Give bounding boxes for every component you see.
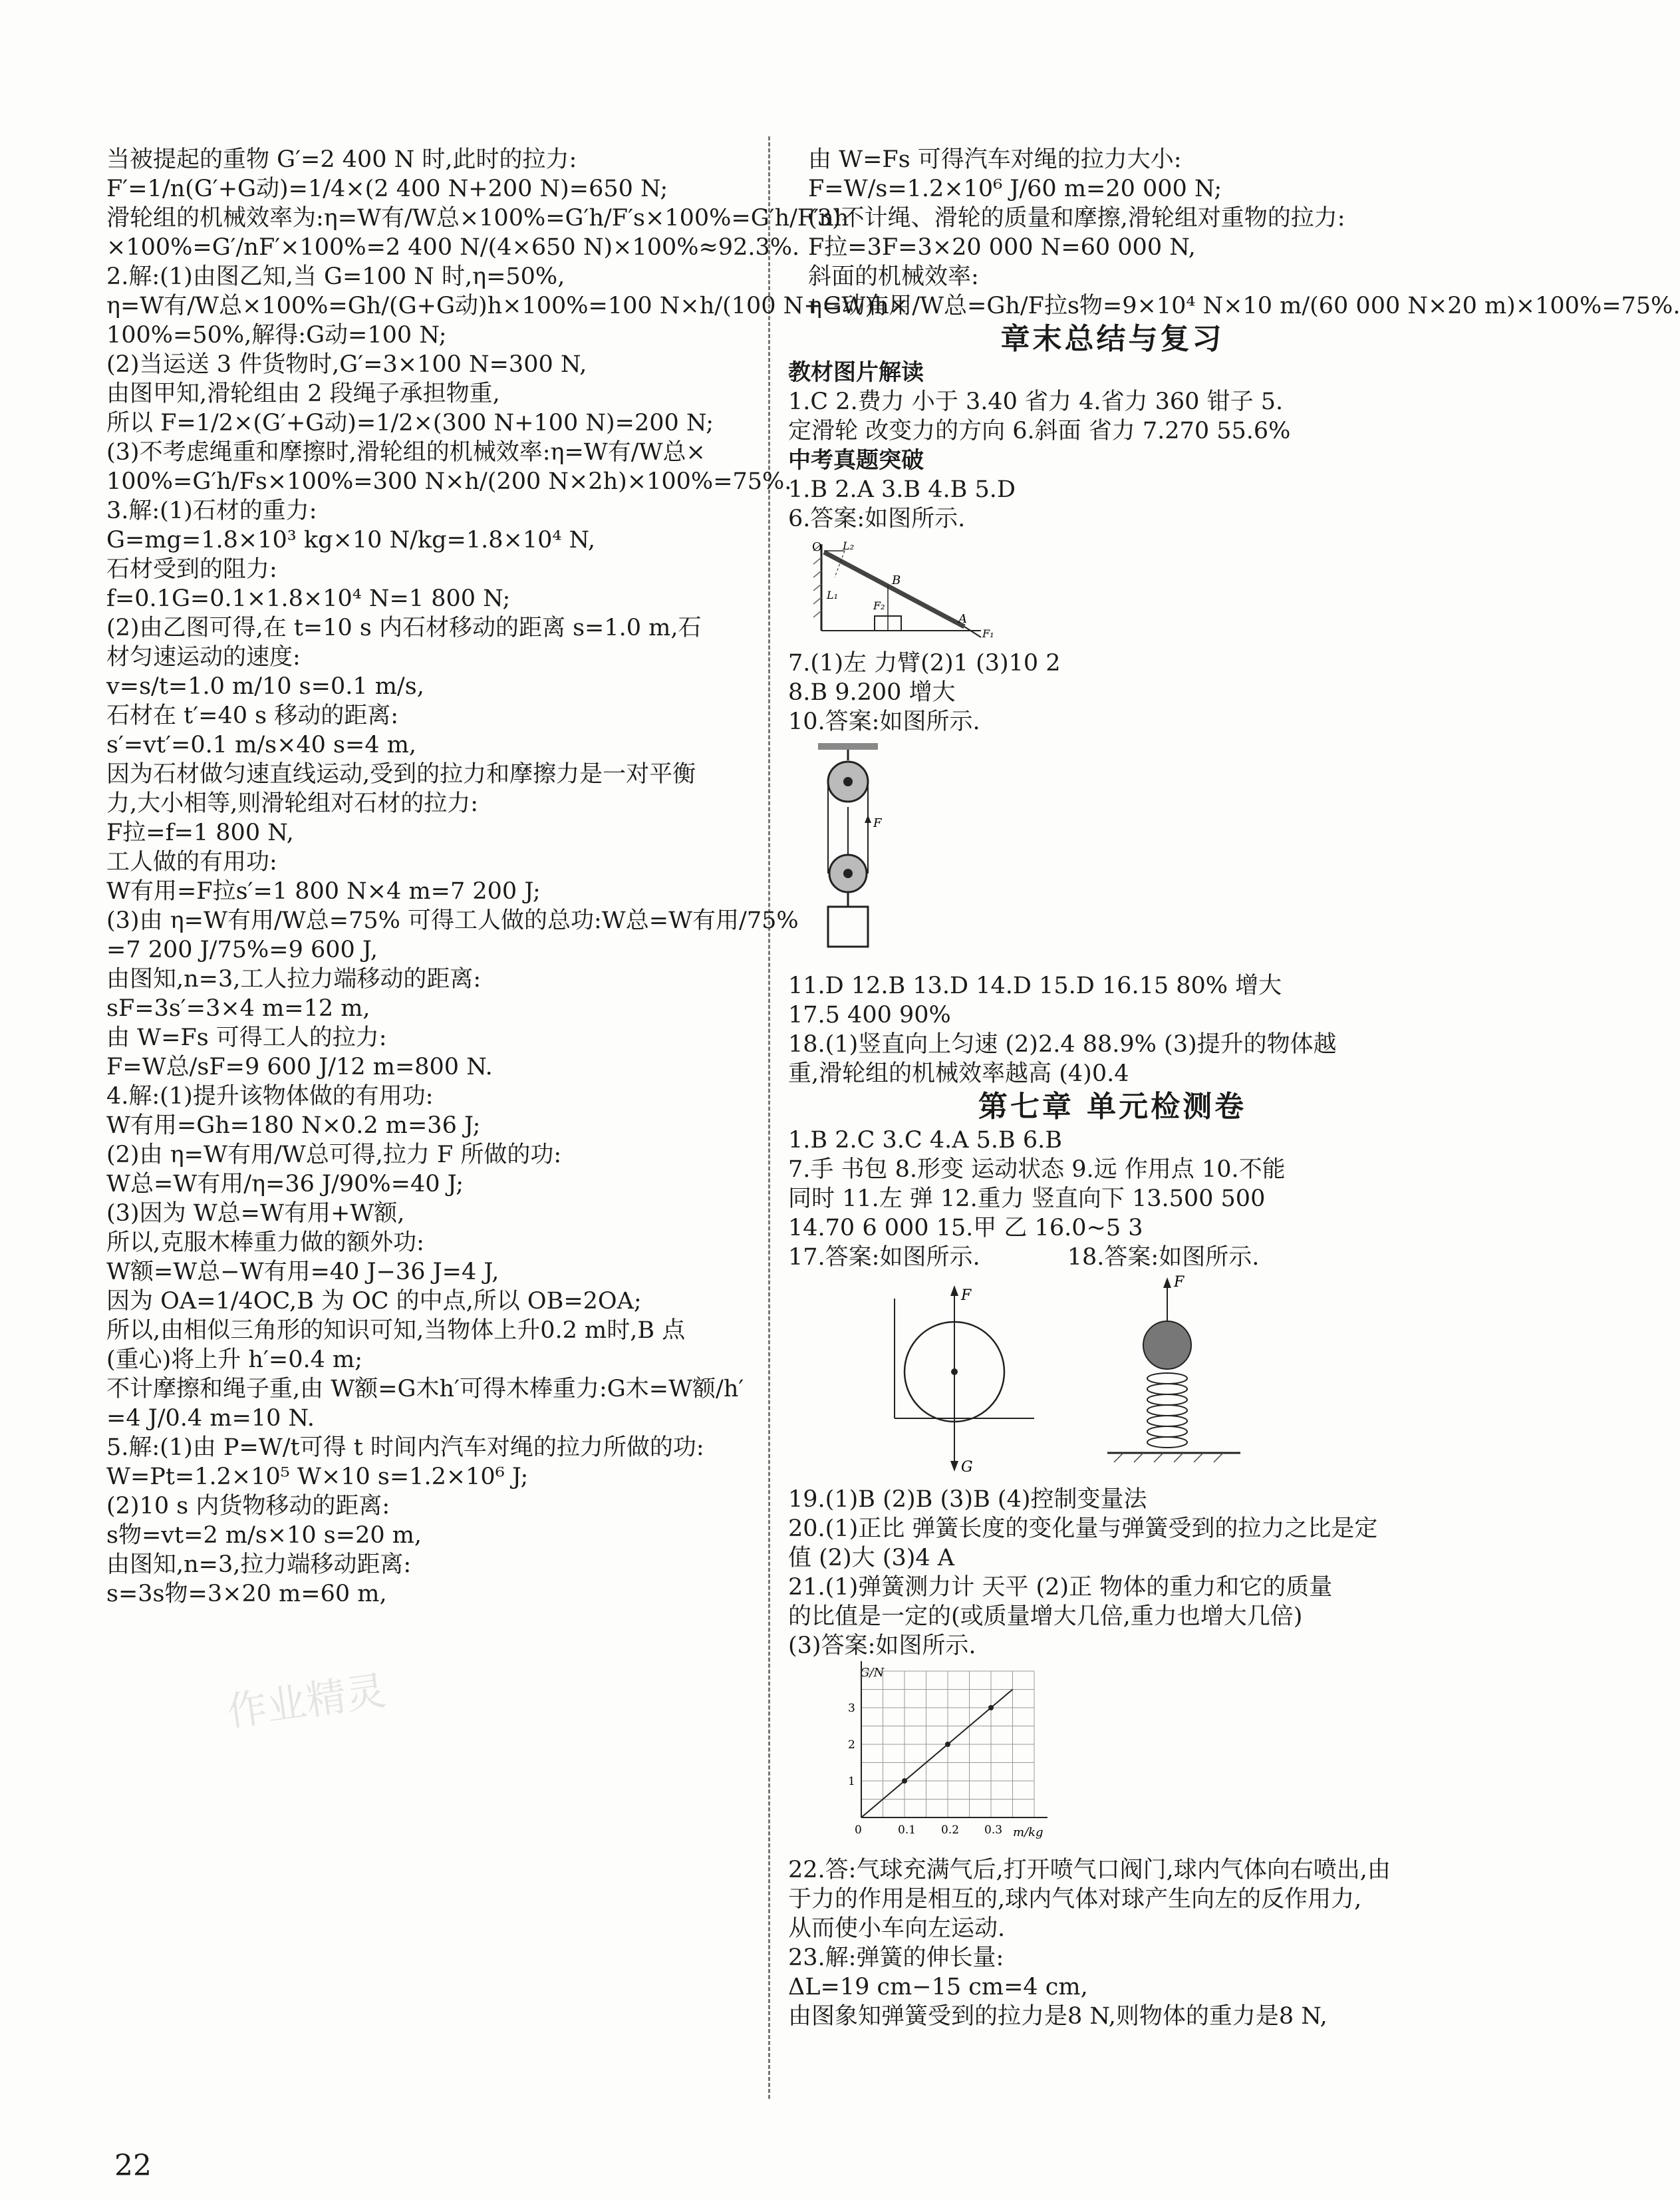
exam-answers <box>788 475 1437 534</box>
answer-17-text: 17.答案:如图所示. <box>788 1244 980 1271</box>
text-line: 所以,由相似三角形的知识可知,当物体上升0.2 m时,B 点 <box>106 1317 686 1344</box>
pulley-force-label: F <box>873 816 882 830</box>
text-line: 由图象知弹簧受到的拉力是8 N,则物体的重力是8 N, <box>788 2003 1328 2030</box>
text-line: s=3s物=3×20 m=60 m, <box>106 1581 387 1607</box>
text-line: 于力的作用是相互的,球内气体对球产生向左的反作用力, <box>788 1886 1362 1913</box>
text-line: G=mg=1.8×10³ kg×10 N/kg=1.8×10⁴ N, <box>106 527 596 553</box>
text-line: 7.手 书包 8.形变 运动状态 9.远 作用点 10.不能 <box>788 1156 1286 1183</box>
text-line: 22.答:气球充满气后,打开喷气口阀门,球内气体向右喷出,由 <box>788 1857 1391 1883</box>
text-line: W总=W有用/η=36 J/90%=40 J; <box>106 1171 464 1197</box>
ball-g-label: G <box>961 1459 973 1476</box>
text-line: 14.70 6 000 15.甲 乙 16.0~5 3 <box>788 1215 1143 1241</box>
chapter7-answers <box>788 1126 1437 1243</box>
answers-22-to-23 <box>788 1855 1437 2031</box>
text-line: 力,大小相等,则滑轮组对石材的拉力: <box>106 790 479 817</box>
text-line: (2)10 s 内货物移动的距离: <box>106 1493 390 1519</box>
text-line: 的比值是一定的(或质量增大几倍,重力也增大几倍) <box>788 1603 1303 1630</box>
text-line: 由图甲知,滑轮组由 2 段绳子承担物重, <box>106 381 500 407</box>
text-line: W有用=Gh=180 N×0.2 m=36 J; <box>106 1112 481 1139</box>
text-line: 1.C 2.费力 小于 3.40 省力 4.省力 360 钳子 5. <box>788 389 1284 415</box>
figures-17-18 <box>868 1272 1437 1485</box>
chart-x-tick-label: 0.2 <box>941 1823 960 1837</box>
text-line: 从而使小车向左运动. <box>788 1915 1006 1942</box>
chart-y-tick-label: 3 <box>848 1702 855 1715</box>
text-line: 所以,克服木棒重力做的额外功: <box>106 1229 424 1256</box>
text-line: (3)不计绳、滑轮的质量和摩擦,滑轮组对重物的拉力: <box>808 205 1345 232</box>
text-line: 所以 F=1/2×(G′+G动)=1/2×(300 N+100 N)=200 N; <box>106 410 714 436</box>
text-line: 重,滑轮组的机械效率越高 (4)0.4 <box>788 1060 1129 1087</box>
subheading-exam-questions: 中考真题突破 <box>788 447 924 474</box>
label-l2: L₂ <box>843 540 855 552</box>
text-line: 工人做的有用功: <box>106 849 277 875</box>
text-line: 由 W=Fs 可得工人的拉力: <box>106 1024 387 1051</box>
text-line: =7 200 J/75%=9 600 J, <box>106 937 378 963</box>
text-line: (2)当运送 3 件货物时,G′=3×100 N=300 N, <box>106 351 587 378</box>
watermark: 作业精灵 <box>223 1667 389 1736</box>
text-line: 19.(1)B (2)B (3)B (4)控制变量法 <box>788 1486 1147 1513</box>
text-line: s′=vt′=0.1 m/s×40 s=4 m, <box>106 732 417 758</box>
text-line: 1.B 2.A 3.B 4.B 5.D <box>788 476 1016 503</box>
text-line: 100%=50%,解得:G动=100 N; <box>106 322 447 349</box>
text-line: η=W有用/W总=Gh/F拉s物=9×10⁴ N×10 m/(60 000 N×20 m)×100%=75%. <box>808 293 1680 319</box>
text-line: 材匀速运动的速度: <box>106 644 301 671</box>
text-line: f=0.1G=0.1×1.8×10⁴ N=1 800 N; <box>106 585 511 612</box>
text-line: (2)由 η=W有用/W总可得,拉力 F 所做的功: <box>106 1142 562 1168</box>
text-line: 同时 11.左 弹 12.重力 竖直向下 13.500 500 <box>788 1185 1266 1212</box>
text-line: =4 J/0.4 m=10 N. <box>106 1405 315 1432</box>
textbook-figure-answers <box>788 387 1437 446</box>
text-line: 1.B 2.C 3.C 4.A 5.B 6.B <box>788 1127 1062 1154</box>
text-line: F=W总/sF=9 600 J/12 m=800 N. <box>106 1054 493 1080</box>
page-number: 22 <box>114 2149 152 2183</box>
label-a: A <box>958 612 967 626</box>
spring-f-label: F <box>1174 1274 1185 1291</box>
gravity-mass-chart <box>835 1664 1054 1844</box>
text-line: F′=1/n(G′+G动)=1/4×(2 400 N+200 N)=650 N; <box>106 176 668 202</box>
text-line: 由图知,n=3,拉力端移动距离: <box>106 1551 412 1578</box>
text-line: 100%=G′h/Fs×100%=300 N×h/(200 N×2h)×100%=75%. <box>106 468 792 495</box>
text-line: 斜面的机械效率: <box>808 263 979 290</box>
text-line: 石材在 t′=40 s 移动的距离: <box>106 703 399 729</box>
text-line: 定滑轮 改变力的方向 6.斜面 省力 7.270 55.6% <box>788 418 1291 444</box>
text-line: 值 (2)大 (3)4 A <box>788 1545 955 1571</box>
text-line: F=W/s=1.2×10⁶ J/60 m=20 000 N; <box>808 176 1222 202</box>
spring-ball-diagram <box>1094 1272 1254 1485</box>
text-line: ΔL=19 cm−15 cm=4 cm, <box>788 1974 1088 2000</box>
text-line: 由图知,n=3,工人拉力端移动的距离: <box>106 966 482 993</box>
text-line: 6.答案:如图所示. <box>788 506 966 532</box>
pulley-diagram <box>808 740 901 960</box>
chart-data-point <box>945 1742 950 1747</box>
text-line: (重心)将上升 h′=0.4 m; <box>106 1346 363 1373</box>
continued-solution <box>788 145 1680 321</box>
text-line: 18.(1)竖直向上匀速 (2)2.4 88.9% (3)提升的物体越 <box>788 1031 1337 1058</box>
text-line: W额=W总−W有用=40 J−36 J=4 J, <box>106 1259 499 1285</box>
answers-7-to-10 <box>788 649 1437 736</box>
label-f2: F₂ <box>873 599 885 612</box>
text-line: 滑轮组的机械效率为:η=W有/W总×100%=G′h/F′s×100%=G′h/F′nh <box>106 205 849 232</box>
answer-18-text: 18.答案:如图所示. <box>1067 1244 1260 1271</box>
chart-y-axis-label: G/N <box>860 1666 885 1680</box>
text-line: 4.解:(1)提升该物体做的有用功: <box>106 1083 434 1110</box>
answers-19-to-21 <box>788 1485 1437 1660</box>
label-l1: L₁ <box>827 589 839 601</box>
text-line: W有用=F拉s′=1 800 N×4 m=7 200 J; <box>106 878 541 905</box>
text-line: 3.解:(1)石材的重力: <box>106 498 317 524</box>
text-line: 21.(1)弹簧测力计 天平 (2)正 物体的重力和它的质量 <box>788 1574 1333 1601</box>
chart-x-tick-label: 0.3 <box>984 1823 1003 1837</box>
text-line: (2)由乙图可得,在 t=10 s 内石材移动的距离 s=1.0 m,石 <box>106 615 702 641</box>
label-f1: F₁ <box>982 627 994 640</box>
chart-x-tick-label: 0.1 <box>898 1823 916 1837</box>
text-line: 不计摩擦和绳子重,由 W额=G木h′可得木棒重力:G木=W额/h′ <box>106 1376 744 1402</box>
text-line: (3)由 η=W有用/W总=75% 可得工人做的总功:W总=W有用/75% <box>106 907 799 934</box>
text-line: 2.解:(1)由图乙知,当 G=100 N 时,η=50%, <box>106 263 565 290</box>
right-column <box>788 145 1680 2031</box>
text-line: 5.解:(1)由 P=W/t可得 t 时间内汽车对绳的拉力所做的功: <box>106 1434 704 1461</box>
text-line: 17.5 400 90% <box>788 1002 951 1028</box>
text-line: 由 W=Fs 可得汽车对绳的拉力大小: <box>808 146 1182 173</box>
lever-diagram <box>808 538 1008 640</box>
text-line: v=s/t=1.0 m/10 s=0.1 m/s, <box>106 673 424 700</box>
text-line: 7.(1)左 力臂(2)1 (3)10 2 <box>788 650 1061 677</box>
text-line: (3)因为 W总=W有用+W额, <box>106 1200 405 1227</box>
chart-x-tick-label: 0 <box>855 1823 862 1837</box>
text-line: 8.B 9.200 增大 <box>788 679 956 706</box>
section-title-chapter7: 第七章 单元检测卷 <box>978 1090 1247 1124</box>
text-line: 因为 OA=1/4OC,B 为 OC 的中点,所以 OB=2OA; <box>106 1288 642 1315</box>
text-line: W=Pt=1.2×10⁵ W×10 s=1.2×10⁶ J; <box>106 1464 529 1490</box>
text-line: 20.(1)正比 弹簧长度的变化量与弹簧受到的拉力之比是定 <box>788 1515 1378 1542</box>
text-line: 因为石材做匀速直线运动,受到的拉力和摩擦力是一对平衡 <box>106 761 696 788</box>
text-line: 11.D 12.B 13.D 14.D 15.D 16.15 80% 增大 <box>788 973 1282 999</box>
chart-y-tick-label: 2 <box>848 1738 855 1752</box>
chart-y-tick-label: 1 <box>848 1775 855 1788</box>
column-divider <box>768 136 770 2099</box>
section-title-review: 章末总结与复习 <box>1000 322 1224 356</box>
text-line: (3)不考虑绳重和摩擦时,滑轮组的机械效率:η=W有/W总× <box>106 439 706 466</box>
chart-data-point <box>988 1705 994 1710</box>
text-line: 当被提起的重物 G′=2 400 N 时,此时的拉力: <box>106 146 577 173</box>
text-line: sF=3s′=3×4 m=12 m, <box>106 995 370 1022</box>
text-line: s物=vt=2 m/s×10 s=20 m, <box>106 1522 422 1549</box>
label-o: O <box>812 540 822 554</box>
text-line: 23.解:弹簧的伸长量: <box>788 1945 1004 1971</box>
text-line: ×100%=G′/nF′×100%=2 400 N/(4×650 N)×100%≈92.3%. <box>106 234 800 261</box>
subheading-textbook-figures: 教材图片解读 <box>788 359 924 386</box>
text-line: F拉=3F=3×20 000 N=60 000 N, <box>808 234 1196 261</box>
ball-forces-diagram <box>868 1272 1041 1485</box>
text-line: η=W有/W总×100%=Gh/(G+G动)h×100%=100 N×h/(100 N+G动)h× <box>106 293 909 319</box>
text-line: F拉=f=1 800 N, <box>106 820 294 846</box>
chart-x-axis-label: m/kg <box>1013 1825 1044 1839</box>
text-line: (3)答案:如图所示. <box>788 1633 976 1659</box>
ball-f-label: F <box>961 1287 972 1304</box>
label-b: B <box>892 573 901 587</box>
answers-11-to-18 <box>788 971 1437 1088</box>
text-line: 石材受到的阻力: <box>106 556 277 583</box>
answers-17-18-heading <box>788 1243 1437 1272</box>
text-line: 10.答案:如图所示. <box>788 708 980 735</box>
chart-data-point <box>902 1778 907 1784</box>
